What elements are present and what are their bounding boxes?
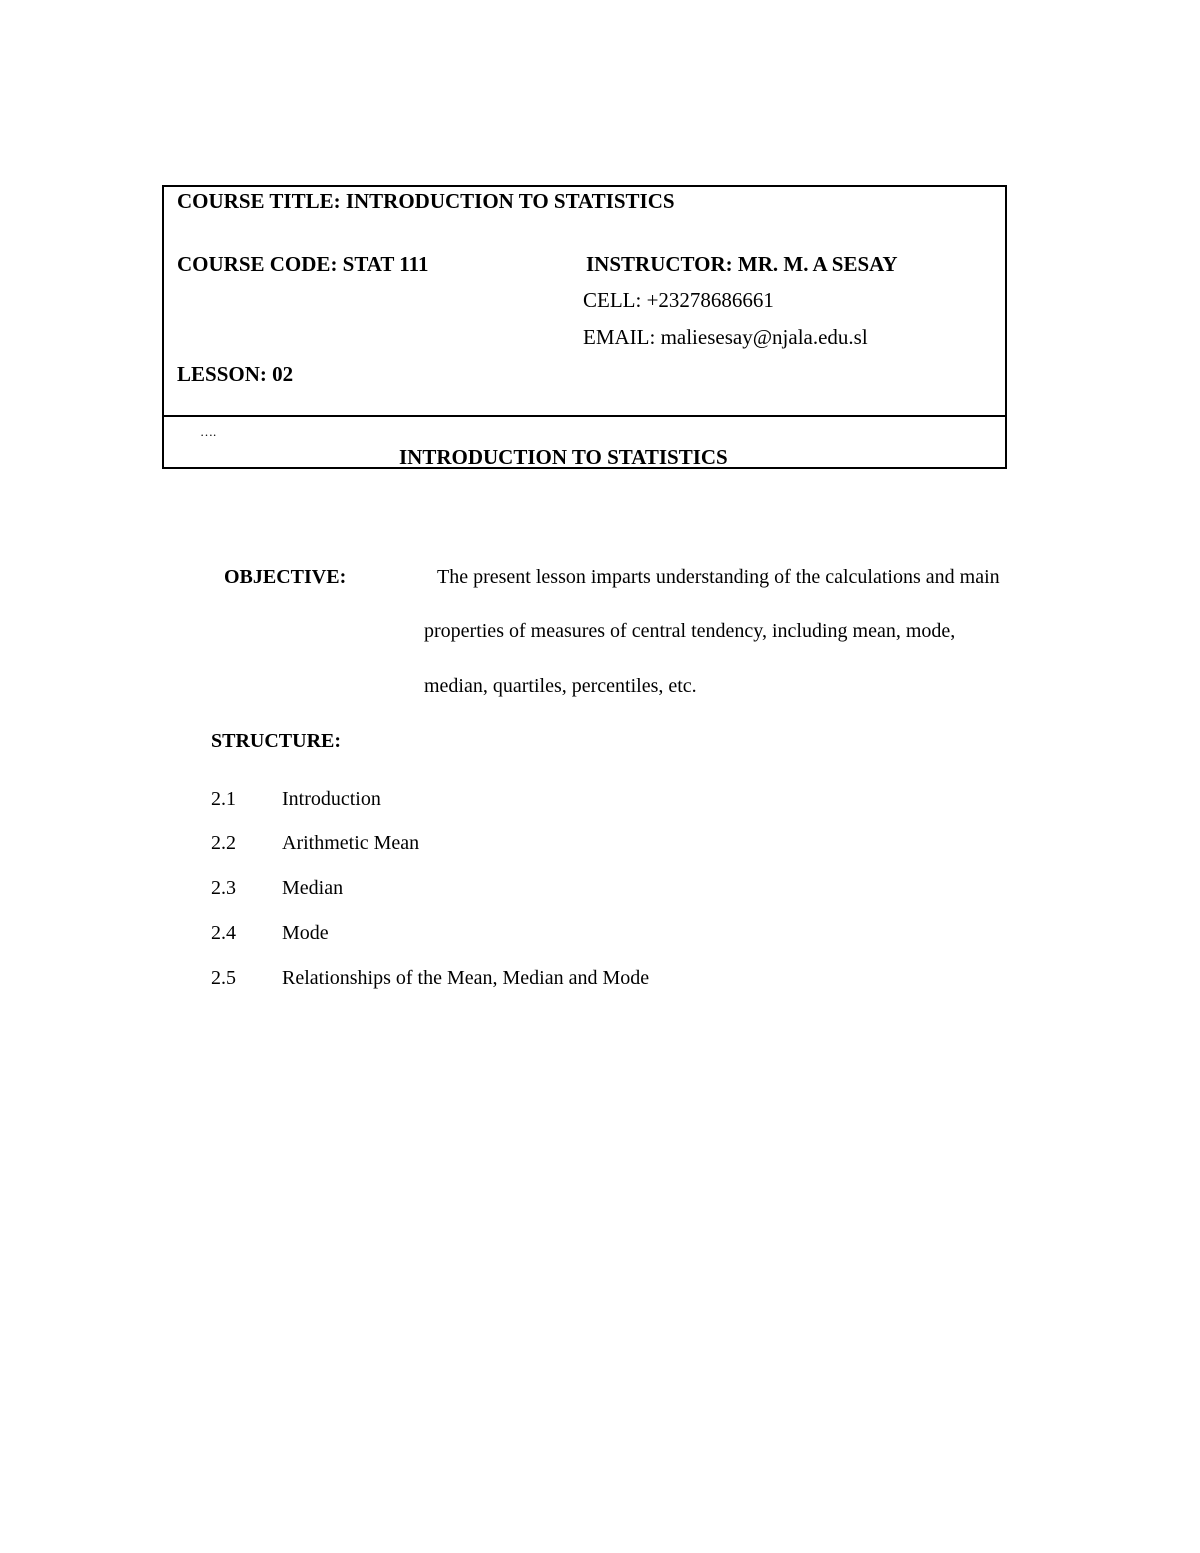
toc-label: Arithmetic Mean	[282, 832, 420, 854]
lesson-number: LESSON: 02	[177, 362, 294, 386]
course-code: COURSE CODE: STAT 111	[177, 252, 429, 276]
toc-number: 2.2	[211, 832, 236, 854]
toc-label: Mode	[282, 922, 329, 944]
structure-label: STRUCTURE:	[211, 730, 342, 752]
course-title: COURSE TITLE: INTRODUCTION TO STATISTICS	[177, 189, 675, 213]
toc-label: Relationships of the Mean, Median and Mode	[282, 967, 650, 989]
objective-line-3: median, quartiles, percentiles, etc.	[424, 675, 697, 697]
instructor-cell: CELL: +23278686661	[583, 288, 774, 312]
objective-label: OBJECTIVE:	[224, 566, 347, 588]
header-divider	[164, 415, 1005, 417]
dots-placeholder: ….	[200, 424, 217, 439]
toc-number: 2.3	[211, 877, 236, 899]
instructor-name: INSTRUCTOR: MR. M. A SESAY	[586, 252, 898, 276]
objective-line-1: The present lesson imparts understanding of the calculations and main	[437, 566, 1000, 588]
toc-number: 2.1	[211, 788, 236, 810]
objective-line-2: properties of measures of central tendency, including mean, mode,	[424, 620, 956, 642]
instructor-email: EMAIL: maliesesay@njala.edu.sl	[583, 325, 868, 349]
toc-number: 2.4	[211, 922, 236, 944]
toc-label: Median	[282, 877, 344, 899]
toc-label: Introduction	[282, 788, 381, 810]
toc-number: 2.5	[211, 967, 236, 989]
section-title: INTRODUCTION TO STATISTICS	[399, 445, 728, 469]
